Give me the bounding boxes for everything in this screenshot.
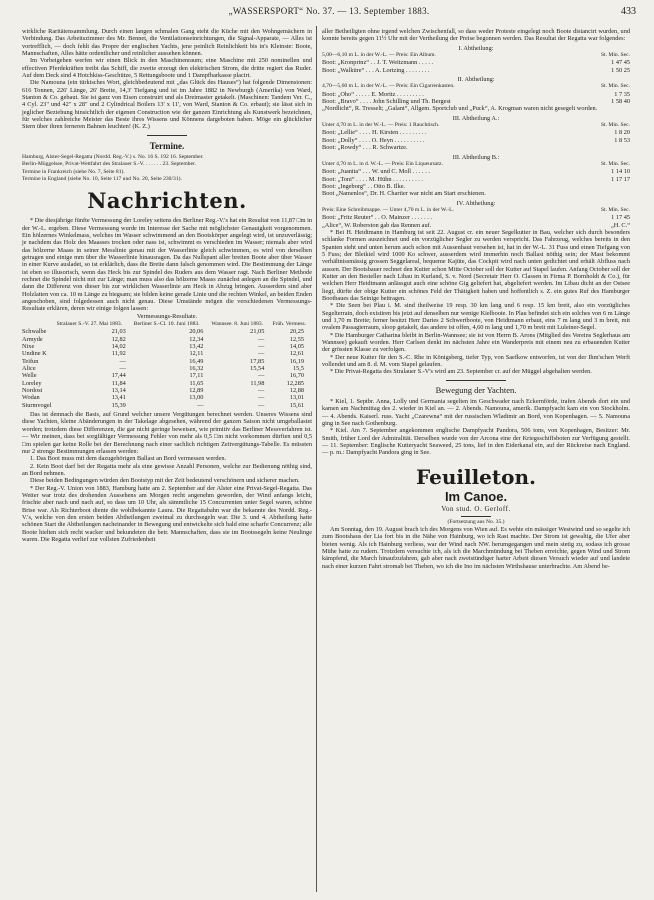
journal-title: „WASSERSPORT“ No. 37. — 13. September 1883. [228, 6, 430, 16]
finish-time: 1 7 35 [614, 90, 630, 98]
boat-entry: Boot: „Rowdy“ . . . R. Schwartze. [322, 144, 408, 152]
class-description: 4,70—5,60 m L. in der W.-L. — Preis: Ein Cigarrenkasten. [322, 83, 455, 90]
termine-line: Termine in Frankreich (siehe No. 7, Seite 81). [22, 168, 125, 175]
value-cell: 11,65 [189, 379, 204, 387]
table-header: Stralauer S.-V. 27. Mai 1883. [56, 321, 123, 327]
abtheilung-section [322, 115, 630, 152]
boat-name-cell: Teifun [22, 357, 39, 365]
value-cell: 13,41 [111, 394, 126, 402]
abtheilung-subtitle [322, 161, 630, 168]
value-cell: 13,42 [189, 343, 204, 351]
result-row [322, 129, 630, 136]
value-cell: 11,84 [111, 379, 126, 387]
value-cell: 15,5 [292, 365, 304, 373]
value-cell: 12,88 [289, 387, 304, 395]
boat-entry: Boot: „Walküre“ . . . A. Lortzing . . . . . . . . [322, 66, 430, 74]
boat-name-cell: Welle [22, 372, 37, 380]
value-cell: 16,19 [289, 357, 304, 365]
feuilleton-text: Am Sonntag, den 19. August brach ich des Morgens von Wien auf. Es wehte ein mässiger Westwind und so segelte ich zum Bootshaus der Lia fort bis in die Nähe von Hainburg, wo ich Rast machte. Der Strom ist gewaltig, die Ufer aber bieten wenig. Als ich Hainburg verliess, war der Wind nach NW. herumgegangen und mein stetig zu, sodass ich grosse Mühe hatte zu rudern. Trotzdem versuchte ich, als ich die Marchmündung bei Theben erreichte, gegen Wind und Strom kämpfend, die March hinaufzufahren, gab aber nach zweistündiger harter Arbeit diesen Versuch wieder auf und landete nach einer kurzen Fahrt stromab bei Theben, wo ich die Ino im nächsten Wirthshause unterbrachte. Am Abend be- [322, 525, 630, 570]
value-cell: 12,89 [189, 387, 204, 395]
boat-name-cell: Armyde [22, 335, 43, 343]
result-row [322, 98, 630, 105]
value-cell: — [119, 357, 126, 365]
value-cell: — [258, 335, 265, 343]
termine-line: Berlin-Müggelsee, Privat-Wettfahrt des Stralauer S.-V. . . . . . . 23. September. [22, 161, 196, 168]
finish-time: 1 8 53 [614, 136, 630, 144]
finish-time: 1 50 25 [611, 66, 630, 74]
abtheilung-title: IV. Abtheilung: [456, 199, 496, 207]
boat-name-cell: Nordost [22, 387, 43, 395]
value-cell: — [119, 365, 126, 373]
class-description: Preis: Eine Schreibmappe. — Unter 4,70 m L. in der W.-L. [322, 206, 454, 213]
table-row [22, 380, 312, 387]
boat-name-cell: Schwalbe [22, 328, 47, 336]
value-cell: 12,55 [289, 335, 304, 343]
table-header: Früh. Vermess. [272, 321, 306, 327]
table-row [22, 343, 312, 350]
abtheilung-subtitle [322, 52, 630, 59]
value-cell: 16,49 [189, 357, 204, 365]
value-cell: 20,06 [189, 328, 204, 336]
boat-entry: Boot „Namenlos“, Dr. H. Chartier war nicht am Start erschienen. [322, 190, 486, 198]
divider [446, 380, 506, 381]
boat-entry: Boot: „Toni“ . . . . M. Hühn . . . . . . . . . . [322, 175, 424, 183]
value-cell: 14,05 [289, 343, 304, 351]
column-rule [316, 26, 317, 892]
table-row [22, 372, 312, 379]
abtheilung-title: I. Abtheilung: [458, 44, 494, 52]
abtheilung-section [322, 45, 630, 74]
boat-name-cell: Alice [22, 365, 36, 373]
right-column [322, 28, 630, 570]
value-cell: — [197, 401, 204, 409]
value-cell: 12,285 [286, 379, 304, 387]
abtheilung-title: III. Abtheilung A.: [452, 114, 500, 122]
article-paragraph: Die Namouna (ein türkisches Wort, gleichbedeutend mit „das Glück des Hauses“) hat folgende Dimensionen: 616 Tonnen, 226' Länge, 26' Breite, 14,3' Tiefgang und ist im Jahre 1882 in Newburgh (Amerika) von Ward, Stanton & Co. gebaut. Sie ist ganz von Eisen construirt und als Dreimaster getakelt. (Maschinen: Tandem Ver. C., 4 Cyl. 23" und 42" x 28" und 2 Cylindrical Boilers 13' x 11', von Ward, Stanton & Co. erbaut); sie lässt sich in jeglicher Beziehung hinsichtlich der eigenen Construction wie der ganzen Einrichtung als Kunstwerk bezeichnen, für welches zahlreiche Meister das Beste ihres Wissens und Könnens dargeboten haben. Möge ein glücklicher Stern über ihren ferneren Bahnen leuchten! (K. Z.) [22, 79, 312, 131]
divider [461, 516, 491, 517]
news-item: * Bei H. Heidtmann in Hamburg ist seit 22. August cr. ein neuer Segelkutter in Bau, welcher sich durch besonders schlanke Formen auszeichnet und ein vorzüglicher Segler zu werden verspricht. Das Fahrzeug, welches bereits in den Spanten steht und unten herum auch schon mit Aussenhaut versehen ist, hat in der W.-L. 31 Fuss und einen Tiefgang von 5 Fuss; der Bleikiel wird 1000 Ko schwer, ausserdem wird immerhin noch Ballast nöthig sein; der Mast bekommt verhältnissmässig grossen Seggelareal, bequeme Kajüte, das Cockpit wird nach unten gedichtet und erhält Abfluss nach aussen. Der Bootsbauer rechnet den Kutter schon Mitte October soll der Kutter auf Stapel laufen. Anfang October soll der Kutter an den Besteller nach Libau in Kurland, S. v. Nord (Secretair Herr O. Classen in Firma P. Bornholdt & Co.), für welchen Herr Heidtmann anlässgut auch eine schöne Gig geliefert hat, abgeliefert werden. Im Libau dicht an der Ostsee liegt, dürfte der obige Kutter ein schönes Feld der Thätigkeit haben und hoffentlich s. Z. ein gutes Ruf des Hamburger Bootbaues das Seinige beitragen. [322, 228, 630, 303]
class-description: Unter 4,70 m L. in der W.-L. — Preis: 1 Rauchtisch. [322, 122, 440, 129]
time-header: St. Min. Sec. [600, 83, 630, 90]
value-cell: — [258, 387, 265, 395]
divider [147, 135, 187, 136]
value-cell: — [258, 372, 265, 380]
value-cell: — [258, 394, 265, 402]
time-header: St. Min. Sec. [600, 122, 630, 129]
boat-name-cell: Nixe [22, 343, 35, 351]
article-paragraph: * Der Reg.-V. Union von 1883, Hamburg hatte am 2. September auf der Alster eine Privat-Segel-Regatta. Das Wetter war trotz des drohenden Aussehens am Morgen recht angenehm geworden, der Wind anfangs leicht, frischte aber nach und nach auf, so dass um 10 Uhr, als sämmtliche 15 Concurrenten unter Segel waren, schöne Brise war. Als Richterboot diente die wohlbekannte Laura. Die Regattabahn war die bekannte des Nordd. Reg.-V.'s, welche von den ersten beiden Abtheilungen zweimal zu durchsegeln war. Die 3. und 4. Abtheilung hatte schönen Start die Abtheilungen nacheinander in Bewegung und entwickelte sich bald eine scharfe Concurrenz; alle Boote hielten sich recht wacker und bekundeten die betr. Mannschaften, dass sie im Bootssegeln keine Neulinge waren. Die Regatta verlief zur vollsten Zufriedenheit [22, 484, 312, 543]
boat-name-cell: Wodan [22, 394, 40, 402]
article-paragraph: Im Vorbeigehen werfen wir einen Blick in den Maschinenraum; eine Maschine mit 250 nominellen und effectiven Pferdekräften treibt das Schiff, die zweite erzeugt den elektrischen Strom, die dritte regiert das Ruder. Auf dem Deck sind 4 Hotchkiss-Geschütze, 5 Rettungsboote und 1 Dampfbarkasse placirt. [22, 57, 312, 80]
value-cell: 13,01 [289, 394, 304, 402]
value-cell: 12,11 [189, 350, 204, 358]
finish-time: 1 8 20 [614, 129, 630, 137]
value-cell: 13,00 [189, 394, 204, 402]
table-header: Berliner S.-Cl. 10. Juni 1883. [133, 321, 200, 327]
article-paragraph: * Die diesjährige fünfte Vermessung der Loreley seitens des Berliner Reg.-V.'s hat ein Resultat von 11,87 □m in der W.-L. ergeben. Diese Vermessung wurde im Interesse der Sache mit möglichster Genauigkeit vorgenommen. Ein hölzernes Winkelmass, welches im Wasser schwimmend an den Bootskörper angelegt wird, ist unzuverlässig; je nachdem das Holz des Maasses trocken oder nass ist, schwimmt es verschieden im Wasser; niemals aber wird das hölzerne Maass in seiner Messlinie genau mit der Wasserlinie gleich schwimmen, es wird von derselben getragen und einige mm über die Wasserlinie hinausragen. Da das Nullspant aller breiten Boote aber über Wasser in einer Kurve ausladet, so ist erklärlich, dass die Breite dann falsch genommen wird. Die Bestimmung der Länge ist eben so illusorisch, wenn das Heck bis zur Spindel des Ruders aus dem Wasser ragt. Nach Berliner Methode rechnet die Spindel nicht mit zur Länge; man muss also das hölzerne Maass zunächst anlegen an die Spindel, und dann die Differenz von dieser bis zur wirklichen Wasserlinie am Heck in Abzug bringen. Ausserdem sind aber Holzlatten von ca. 10 m Länge zu biegsam; sie bilden keine gerade Linie und die rechten Winkel, an beiden Enden angeschoben, sind folgedessen auch nicht genau. Diese Umstände mögen die verschiedenen Vermessungs-Resultate erklären, deren wir einige folgen lassen: [22, 217, 312, 313]
value-cell: 21,05 [250, 328, 265, 336]
finish-time: 1 47 45 [611, 59, 630, 67]
table-row [22, 394, 312, 401]
termine-line: Termine in England (siehe No. 10, Seite 117 und No. 20, Seite 230/31). [22, 175, 182, 182]
result-row [322, 214, 630, 221]
value-cell: 12,61 [289, 350, 304, 358]
time-header: St. Min. Sec. [600, 52, 630, 59]
value-cell: 12,82 [111, 335, 126, 343]
feuilleton-continuation: (Fortsetzung aus No. 35.) [447, 518, 505, 525]
boat-entry: Boot: „Fritz Reuter“ . . O. Mainzer . . . . . . . [322, 214, 432, 222]
article-paragraph: 2. Kein Boot darf bei der Regatta mehr als eine gewisse Anzahl Personen, welche zur Bedienung nöthig sind, an Bord nehmen. [22, 462, 312, 477]
value-cell: 17,85 [250, 357, 265, 365]
news-list [322, 229, 630, 376]
boat-entry: Boot: „Oho“ . . . . . E. Moritz . . . . . . . . . [322, 90, 424, 98]
boat-entry: Boot: „Ingeborg“ . . Otto B. Ilke. [322, 182, 406, 190]
value-cell: 16,32 [189, 365, 204, 373]
table-row [22, 402, 312, 409]
table-header: Wannsee. 8. Juni 1883. [211, 321, 264, 327]
termine-line: Hamburg, Alster-Segel-Regatta (Nordd. Reg.-V.) s. No. 16 S. 192 16. September. [22, 153, 204, 160]
result-row [322, 168, 630, 175]
bewegung-heading: Bewegung der Yachten. [435, 384, 517, 395]
value-cell: 12,34 [189, 335, 204, 343]
value-cell: 17,44 [111, 372, 126, 380]
result-row [322, 176, 630, 183]
news-item: * Die Hamburger Catharina bleibt in Berlin-Wannsee; sie ist von Herrn B. Arons (Mitglied des Vereins Seglerhaus am Wannsee) gekauft worden. Herr Carlsen denkt im nächsten Jahre ein Wanderpreis mit einem neu zu erbauenden Kutter der grössten Klasse zu verfolgen. [322, 331, 630, 354]
nachrichten-heading: Nachrichten. [87, 188, 247, 214]
article-paragraph: Das ist demnach die Basis, auf Grund welcher unsere Vergütungen berechnet werden. Unseres Wissens sind diese Yachten, kleine Abänderungen in der Takelage abgesehen, während der ganzen Saison nicht umgeballastet worden; trotzdem diese Differenzen, die gar nicht geringe beweisen, wie primitiv das Berliner Messverfahren ist. — Wir meinen, dass bei sorgfältiger Vermessung Fehler von mehr als 0,5 □m nicht vorkommen dürften und 0,5 □m spielen gar keine Rolle bei der Berechnung nach einer sachlich richtigen Zeitvergütungs-Tabelle. Es müssten nur 2 strenge Bestimmungen erlassen werden: [22, 411, 312, 455]
abtheilung-title: II. Abtheilung: [457, 76, 495, 84]
finish-time: 1 17 17 [611, 175, 630, 183]
value-cell: — [258, 401, 265, 409]
value-cell: 11,92 [111, 350, 126, 358]
regatta-results [322, 45, 630, 229]
table-row [22, 365, 312, 372]
boat-entry: „Alice“, W. Roberston gab das Rennen auf. [322, 221, 432, 229]
table-row [22, 358, 312, 365]
abtheilung-subtitle [322, 83, 630, 90]
finish-time: 1 58 40 [611, 98, 630, 106]
news-item: * Der neue Kutter für den S.-C. Rhe in Königsberg, tiefer Typ, von Saefkow entworfen, ist von der Ihm'schen Werft vollendet und am 8. d. M. vom Stapel gelaufen. [322, 353, 630, 369]
boat-name-cell: Sturmvogel [22, 401, 52, 409]
result-row [322, 190, 630, 197]
result-row [322, 144, 630, 151]
boat-entry: „Nordlicht“, R. Tresselt; „Galant“, Allgem. Sportclub und „Puck“, A. Krogman waren nicht gesegelt worden. [322, 105, 598, 113]
table-header [22, 321, 57, 328]
table-row [22, 387, 312, 394]
article-paragraph: Diese beiden Bedingungen würden den Bootstyp mit der Zeit bedeutend verschönern und sicherer machen. [30, 477, 300, 485]
boat-name-cell: Loreley [22, 379, 42, 387]
abtheilung-section [322, 76, 630, 113]
left-column [22, 28, 312, 543]
boat-entry: Boot: „Dolly“ . . . . O. Heyn . . . . . . . . . . [322, 136, 425, 144]
termine-heading: Termine. [149, 140, 185, 151]
result-row [322, 67, 630, 74]
abtheilung-section [322, 200, 630, 229]
boat-name-cell: Undine K [22, 350, 47, 358]
table-caption: Vermessungs-Resultate. [136, 312, 198, 320]
boat-entry: Boot: „Lellie“ . . . . H. Kirsten . . . . . . . . . [322, 129, 427, 137]
value-cell: — [258, 343, 265, 351]
value-cell: 11,98 [250, 379, 265, 387]
abtheilung-subtitle [322, 207, 630, 214]
table-header-row [22, 321, 312, 328]
table-row [22, 328, 312, 335]
value-cell: 20,25 [289, 328, 304, 336]
value-cell: 16,70 [289, 372, 304, 380]
news-item: * Die Privat-Regatta des Stralauer S.-V's wird am 23. September cr. auf der Müggel abgehalten werden. [330, 368, 592, 376]
abtheilung-subtitle [322, 122, 630, 129]
abtheilung-title: III. Abtheilung B.: [452, 153, 500, 161]
news-item: * Die Seen bei Plau i. M. sind theilweise 19 resp. 30 km lang und 6 resp. 15 km breit, also ein vorzügliches Segelterrain, doch existiren bis jetzt auf denselben nur wenige Kielboote. In Plau befindet sich ein solches von 6 m Länge und 1,70 m Breite; ferner besitzt Herr Daries 2 Schwertboote, von Heidtmann erbaut, eins 7 m lang und 3 m breit, mit ovalem Passagierraum, sloop getakelt, das andere ist offen, 4,60 m lang und 1,70 m breit mit Luleiner-Segel. [322, 302, 630, 332]
feuilleton-author: Von stud. O. Gerloff. [441, 504, 511, 513]
finish-time: 1 14 10 [611, 168, 630, 176]
result-row [322, 222, 630, 229]
value-cell: 15,54 [250, 365, 265, 373]
boat-entry: Boot: „Bravo“ . . . . John Schilling und Th. Bergest [322, 98, 451, 106]
table-row [22, 350, 312, 357]
news-item: * Kiel, 1. Septbr. Anna, Lolly und Germania segelten im Geschwader nach Eckernförde, trafen Abends dort ein und kamen am Nachmittag des 2. wieder in Kiel an. — 2. Abends. Namouna, amerik. Dampfyacht kam ein von Stockholm. — 4. Abends. Kaiserl. russ. Yacht „Czarewna“ mit der russischen Wladimir an Bord, von Kopenhagen. — 5. Namouna ging in See nach Gothenburg. [322, 397, 630, 427]
table-row [22, 336, 312, 343]
value-cell: 13,14 [111, 387, 126, 395]
page-number: 433 [621, 6, 636, 17]
article-paragraph: aller Betheiligten ohne irgend welchen Zwischenfall, so dass weder Proteste eingelegt noch Boote distancirt wurden, und konnte bereits gegen 11½ Uhr mit der Vertheilung der Preise begonnen werden. Das Resultat der Regatta war folgendes: [322, 28, 630, 43]
abtheilung-section [322, 154, 630, 198]
finish-time: 1 17 45 [611, 214, 630, 222]
result-row [322, 137, 630, 144]
result-row [322, 105, 630, 112]
page-header [22, 6, 636, 20]
result-row [322, 91, 630, 98]
value-cell: 14,02 [111, 343, 126, 351]
value-cell: 15,61 [289, 401, 304, 409]
feuilleton-subtitle: Im Canoe. [444, 488, 508, 504]
termine-list [22, 154, 312, 183]
feuilleton-heading: Feuilleton. [416, 464, 536, 489]
finish-time: „H. C.“ [610, 221, 630, 229]
measurement-table [22, 321, 312, 409]
boat-entry: Boot: „Kronprinz“ . . J. T. Weitzmann . . . . . [322, 59, 434, 67]
time-header: St. Min. Sec. [600, 206, 630, 213]
result-row [322, 59, 630, 66]
value-cell: 21,03 [111, 328, 126, 336]
article-paragraph: wirkliche Raritätensammlung. Durch einen langen schmalen Gang steht die Küche mit den Wohngemächern in Verbindung. Das Arbeitszimmer des Mr. Bennet, die Ventilationseinrichtungen, die Signal-Apparate, — Alles ist vortrefflich, — doch fehlt das Propre der englischen Yachts, jene peinlich Reinlichkeit bis in's Kleinste: Boote, Mannschaften, Alles hätte ordentlicher und reinlicher aussehen können. [22, 28, 312, 58]
value-cell: 17,11 [189, 372, 204, 380]
news-item: * Kiel. Am 7. September angekommen englische Dampfyacht Pandora, 506 tons, von Kopenhagen, Besitzer: Mr. Smith, früher Lord der Admiralität. Derselben wurde von der Arcona eine der Kriegsschiffsboten zur Verfügung gestellt. — 11. September: Englische Kutteryacht Seaweed, 25 tons, lief in den Eiderkanal ein, auf der Rückreise nach England. — p. m.: Dampfyacht Pandora ging in See. [322, 427, 630, 457]
value-cell: 15,39 [111, 401, 126, 409]
time-header: St. Min. Sec. [600, 160, 630, 167]
result-row [322, 183, 630, 190]
boat-entry: Boot: „Juanita“ . . . W. und C. Moll . . . . . . [322, 168, 430, 176]
article-paragraph: 1. Das Boot muss mit dem dazugehörigen Ballast an Bord vermessen werden. [30, 455, 227, 463]
value-cell: — [258, 350, 265, 358]
class-description: Unter 4,70 m L. in d. W.-L. — Preis: Ein Liqueursatz. [322, 160, 443, 167]
class-description: 5,00—6,10 m L. in der W.-L. — Preis: Ein Album. [322, 52, 436, 59]
